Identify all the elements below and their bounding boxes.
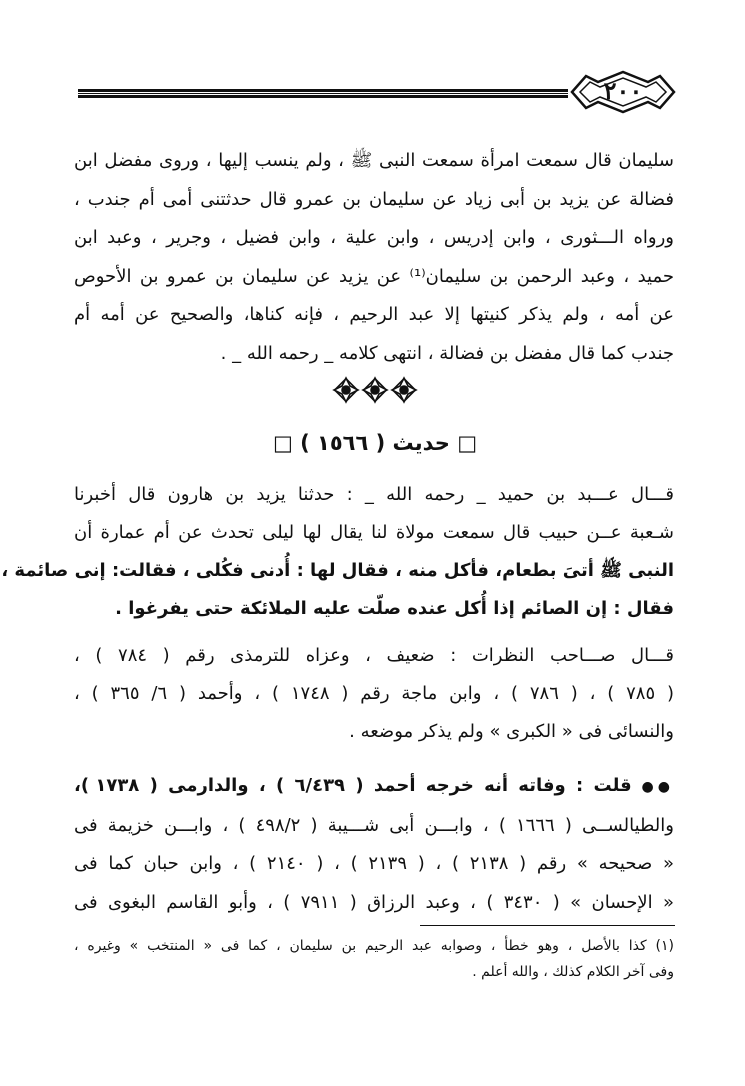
text-line (74, 767, 674, 807)
text-line: عن أمه ، ولم يذكر كنيتها إلا عبد الرحيم ، فإنه كناها، والصحيح عن أمه أم (74, 304, 674, 325)
text-line: النبى ﷺ أتىَ بطعام، فأكل منه ، فقال لها : أُدنى فكُلى ، فقالت: إنى صائمة ، (1, 560, 674, 581)
section-divider-ornament (332, 375, 418, 405)
footnote-line: وفى آخر الكلام كذلك ، والله أعلم . (472, 964, 674, 980)
footnote-line: (١) كذا بالأصل ، وهو خطأ ، وصوابه عبد الرحيم بن سليمان ، كما فى « المنتخب » وغيره ، (74, 938, 674, 954)
footnote (74, 933, 674, 985)
floral-ornament-icon (332, 375, 418, 405)
text-line: قـــال عـــبد بن حميد _ رحمه الله _ : حدثنا يزيد بن هارون قال أخبرنا (74, 484, 674, 505)
heading-box-icon: □ (457, 431, 478, 455)
bullet-dots-icon: ●● (641, 779, 674, 795)
text-line: والنسائى فى « الكبرى » ولم يذكر موضعه . (349, 721, 674, 742)
footnote-rule (420, 925, 675, 926)
text-line: « صحيحه » رقم ( ٢١٣٨ ) ، ( ٢١٣٩ ) ، ( ٢١٤٠ ) ، وابن حبان كما فى (74, 853, 674, 874)
text-line: فقال : إن الصائم إذا أُكل عنده صلّت عليه الملائكة حتى يفرغوا . (115, 598, 674, 619)
hadith-text (1, 476, 674, 628)
qult-first-line: قلت : وفاته أنه خرجه أحمد ( ٦/٤٣٩ ) ، والدارمى ( ١٧٣٨ )، (74, 775, 632, 796)
text-line: ( ٧٨٥ ) ، ( ٧٨٦ ) ، وابن ماجة رقم ( ١٧٤٨ ) ، وأحمد ( ٦/ ٣٦٥ ) ، (74, 683, 674, 704)
text-line: جندب كما قال مفضل بن فضالة ، انتهى كلامه _ رحمه الله _ . (220, 342, 674, 364)
text-line: حميد ، وعبد الرحمن بن سليمان⁽¹⁾ عن يزيد عن سليمان بن عمرو بن الأحوص (74, 265, 674, 287)
heading-label: حديث ( ١٥٦٦ ) (300, 431, 450, 455)
text-line: « الإحسان » ( ٣٤٣٠ ) ، وعبد الرزاق ( ٧٩١١ ) ، وأبو القاسم البغوى فى (74, 891, 674, 913)
intro-paragraph (74, 142, 674, 373)
heading-box-icon: □ (272, 431, 293, 455)
takhrij-paragraph (74, 637, 674, 751)
hadith-heading (260, 425, 490, 461)
text-line: فضالة عن يزيد بن أبى زياد عن سليمان بن عمرو قال حدثتنى أمى أم جندب ، (74, 188, 674, 210)
text-line: شـعبة عــن حبيب قال سمعت مولاة لنا يقال لها ليلى تحدث عن أم عمارة أن (74, 522, 674, 543)
qult-paragraph (74, 767, 674, 922)
text-line: ورواه الـــثورى ، وابن إدريس ، وابن علية ، وابن فضيل ، وجرير ، وعبد ابن (74, 227, 674, 248)
text-line: قـــال صـــاحب النظرات : ضعيف ، وعزاه للترمذى رقم ( ٧٨٤ ) ، (74, 645, 674, 666)
text-line: والطيالســى ( ١٦٦٦ ) ، وابـــن أبى شـــيبة ( ٤٩٨/٢ ) ، وابـــن خزيمة فى (74, 814, 674, 836)
page-number: ٢٠٠ (603, 76, 643, 105)
text-line: سليمان قال سمعت امرأة سمعت النبى ﷺ ، ولم ينسب إليها ، وروى مفضل ابن (74, 150, 674, 171)
page-number-badge (568, 68, 678, 116)
header-rule (78, 89, 568, 98)
